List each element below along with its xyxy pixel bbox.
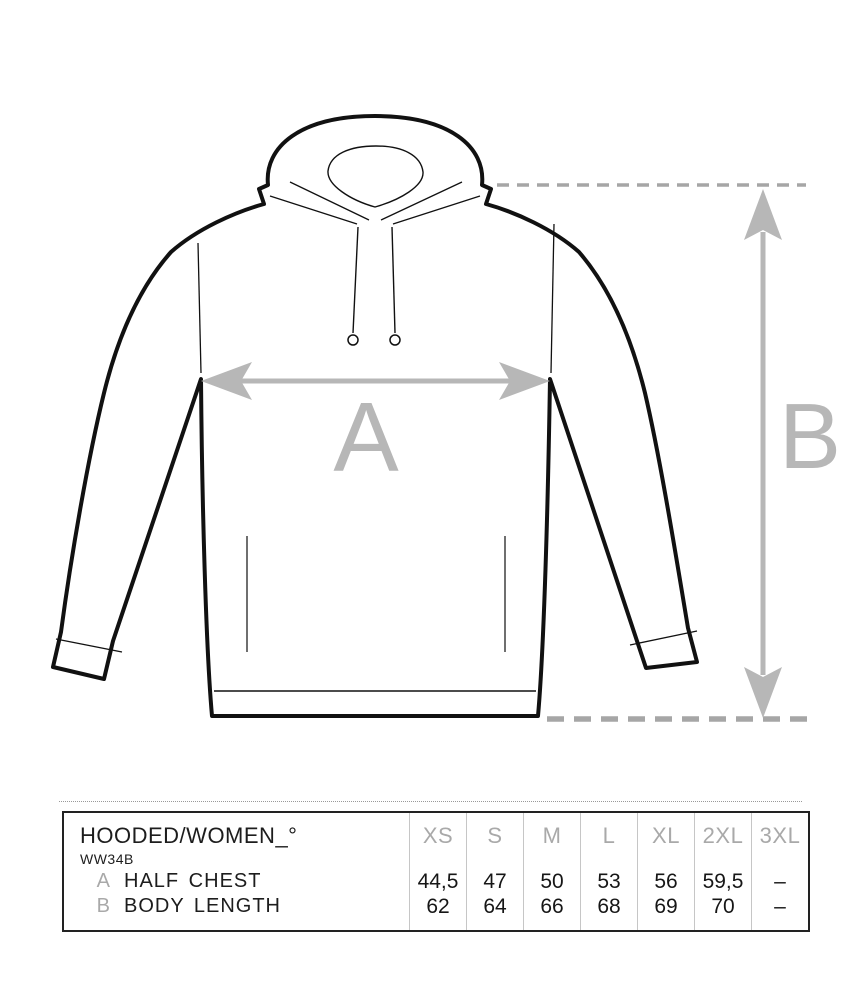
product-code: WW34B: [80, 851, 134, 867]
size-table: [62, 811, 810, 932]
body-length-value: –: [774, 895, 786, 918]
measure-b-label: B: [779, 384, 842, 488]
size-column-xs: [409, 813, 466, 930]
size-column-header: 2XL: [702, 823, 744, 848]
size-column-header: XL: [652, 823, 680, 848]
table-top-dotted-rule: [59, 801, 802, 802]
measure-row-body-length: [80, 894, 409, 919]
product-title: HOODED/WOMEN_°: [80, 823, 298, 848]
hood-fold-lines: [270, 182, 480, 224]
measure-row-label-half-chest: HALF CHEST: [124, 870, 262, 892]
size-table-info-column: [64, 813, 409, 930]
half-chest-value: 44,5: [417, 870, 459, 893]
measure-row-half-chest: [80, 869, 409, 894]
size-column-2xl: [694, 813, 751, 930]
size-column-header: M: [542, 823, 562, 848]
drawstring-right-aglet: [390, 335, 400, 345]
size-column-header: S: [487, 823, 503, 848]
size-column-xl: [637, 813, 694, 930]
size-column-s: [466, 813, 523, 930]
size-column-3xl: [751, 813, 808, 930]
measure-a-label: A: [333, 382, 399, 492]
cuff-seam-right: [630, 631, 697, 645]
body-length-value: 64: [483, 895, 507, 918]
half-chest-value: 50: [540, 870, 564, 893]
half-chest-value: 56: [654, 870, 678, 893]
armhole-seam-left: [198, 243, 201, 373]
size-column-l: [580, 813, 637, 930]
armhole-seam-right: [551, 224, 554, 373]
half-chest-value: –: [774, 870, 786, 893]
drawstring-right: [392, 227, 395, 333]
size-column-header: 3XL: [759, 823, 801, 848]
half-chest-value: 59,5: [702, 870, 744, 893]
size-column-m: [523, 813, 580, 930]
measure-row-letter-b: B: [96, 895, 110, 917]
half-chest-value: 53: [597, 870, 621, 893]
drawstring-left-aglet: [348, 335, 358, 345]
body-length-value: 66: [540, 895, 564, 918]
size-column-header: XS: [422, 823, 454, 848]
drawstring-left: [353, 227, 358, 333]
hood-neck-opening: [328, 146, 423, 207]
body-length-value: 68: [597, 895, 621, 918]
measure-row-letter-a: A: [96, 870, 110, 892]
size-column-header: L: [602, 823, 616, 848]
body-length-value: 70: [711, 895, 735, 918]
body-length-value: 69: [654, 895, 678, 918]
body-length-value: 62: [426, 895, 450, 918]
half-chest-value: 47: [483, 870, 507, 893]
body-length-arrow: [744, 189, 782, 718]
measure-row-label-body-length: BODY LENGTH: [124, 895, 281, 917]
